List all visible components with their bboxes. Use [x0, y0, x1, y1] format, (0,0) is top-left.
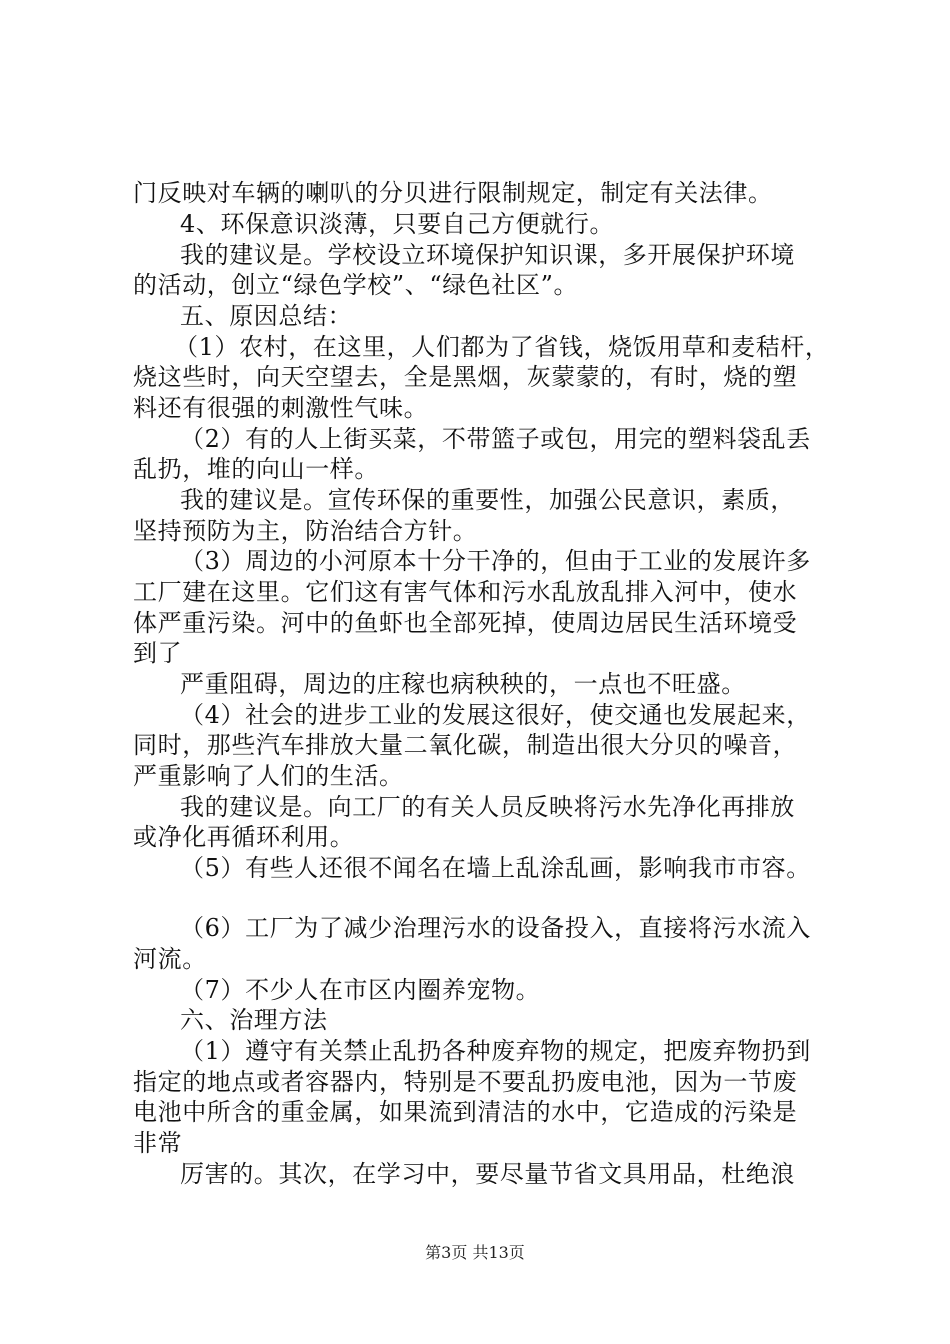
- text-line: 工厂建在这里。它们这有害气体和污水乱放乱排入河中，使水: [133, 578, 798, 606]
- text-line: （1）遵守有关禁止乱扔各种废弃物的规定，把废弃物扔到: [180, 1037, 811, 1065]
- text-line: 我的建议是。宣传环保的重要性，加强公民意识，素质，: [180, 486, 795, 514]
- text-line: （5）有些人还很不闻名在墙上乱涂乱画，影响我市市容。: [180, 854, 811, 882]
- text-line: 到了: [133, 639, 183, 667]
- text-line: 的活动，创立“绿色学校”、“绿色社区”。: [133, 271, 579, 299]
- text-line: 我的建议是。向工厂的有关人员反映将污水先净化再排放: [180, 793, 795, 821]
- text-line: 河流。: [133, 945, 207, 973]
- text-line: （1）农村，在这里，人们都为了省钱，烧饭用草和麦秸杆，: [174, 333, 830, 361]
- text-line: （7）不少人在市区内圈养宠物。: [180, 976, 541, 1004]
- text-line: （3）周边的小河原本十分干净的，但由于工业的发展许多: [180, 547, 811, 575]
- text-line: 烧这些时，向天空望去，全是黑烟，灰蒙蒙的，有时，烧的塑: [133, 363, 798, 391]
- text-line: （6）工厂为了减少治理污水的设备投入，直接将污水流入: [180, 914, 811, 942]
- text-line: （2）有的人上街买菜，不带篮子或包，用完的塑料袋乱丢: [180, 425, 811, 453]
- text-line: 厉害的。其次，在学习中，要尽量节省文具用品，杜绝浪: [180, 1160, 795, 1188]
- text-line: 我的建议是。学校设立环境保护知识课，多开展保护环境: [180, 241, 795, 269]
- text-line: 非常: [133, 1129, 183, 1157]
- text-line: 门反映对车辆的喇叭的分贝进行限制规定，制定有关法律。: [133, 179, 773, 207]
- text-line: 体严重污染。河中的鱼虾也全部死掉，使周边居民生活环境受: [133, 609, 798, 637]
- text-line: 指定的地点或者容器内，特别是不要乱扔废电池，因为一节废: [133, 1068, 798, 1096]
- text-line: 电池中所含的重金属，如果流到清洁的水中，它造成的污染是: [133, 1098, 798, 1126]
- page-number-footer: 第3页 共13页: [425, 1243, 525, 1262]
- text-line: （4）社会的进步工业的发展这很好，使交通也发展起来，: [180, 701, 811, 729]
- text-line: 严重影响了人们的生活。: [133, 762, 404, 790]
- text-line: 严重阻碍，周边的庄稼也病秧秧的，一点也不旺盛。: [180, 670, 746, 698]
- section-heading: 六、治理方法: [180, 1006, 328, 1034]
- text-line: 料还有很强的刺激性气味。: [133, 394, 429, 422]
- text-line: 或净化再循环利用。: [133, 823, 355, 851]
- text-line: 同时，那些汽车排放大量二氧化碳，制造出很大分贝的噪音，: [133, 731, 798, 759]
- text-line: 坚持预防为主，防治结合方针。: [133, 517, 478, 545]
- section-heading: 五、原因总结：: [180, 302, 353, 330]
- text-line: 4、环保意识淡薄，只要自己方便就行。: [180, 210, 615, 238]
- text-line: 乱扔，堆的向山一样。: [133, 455, 379, 483]
